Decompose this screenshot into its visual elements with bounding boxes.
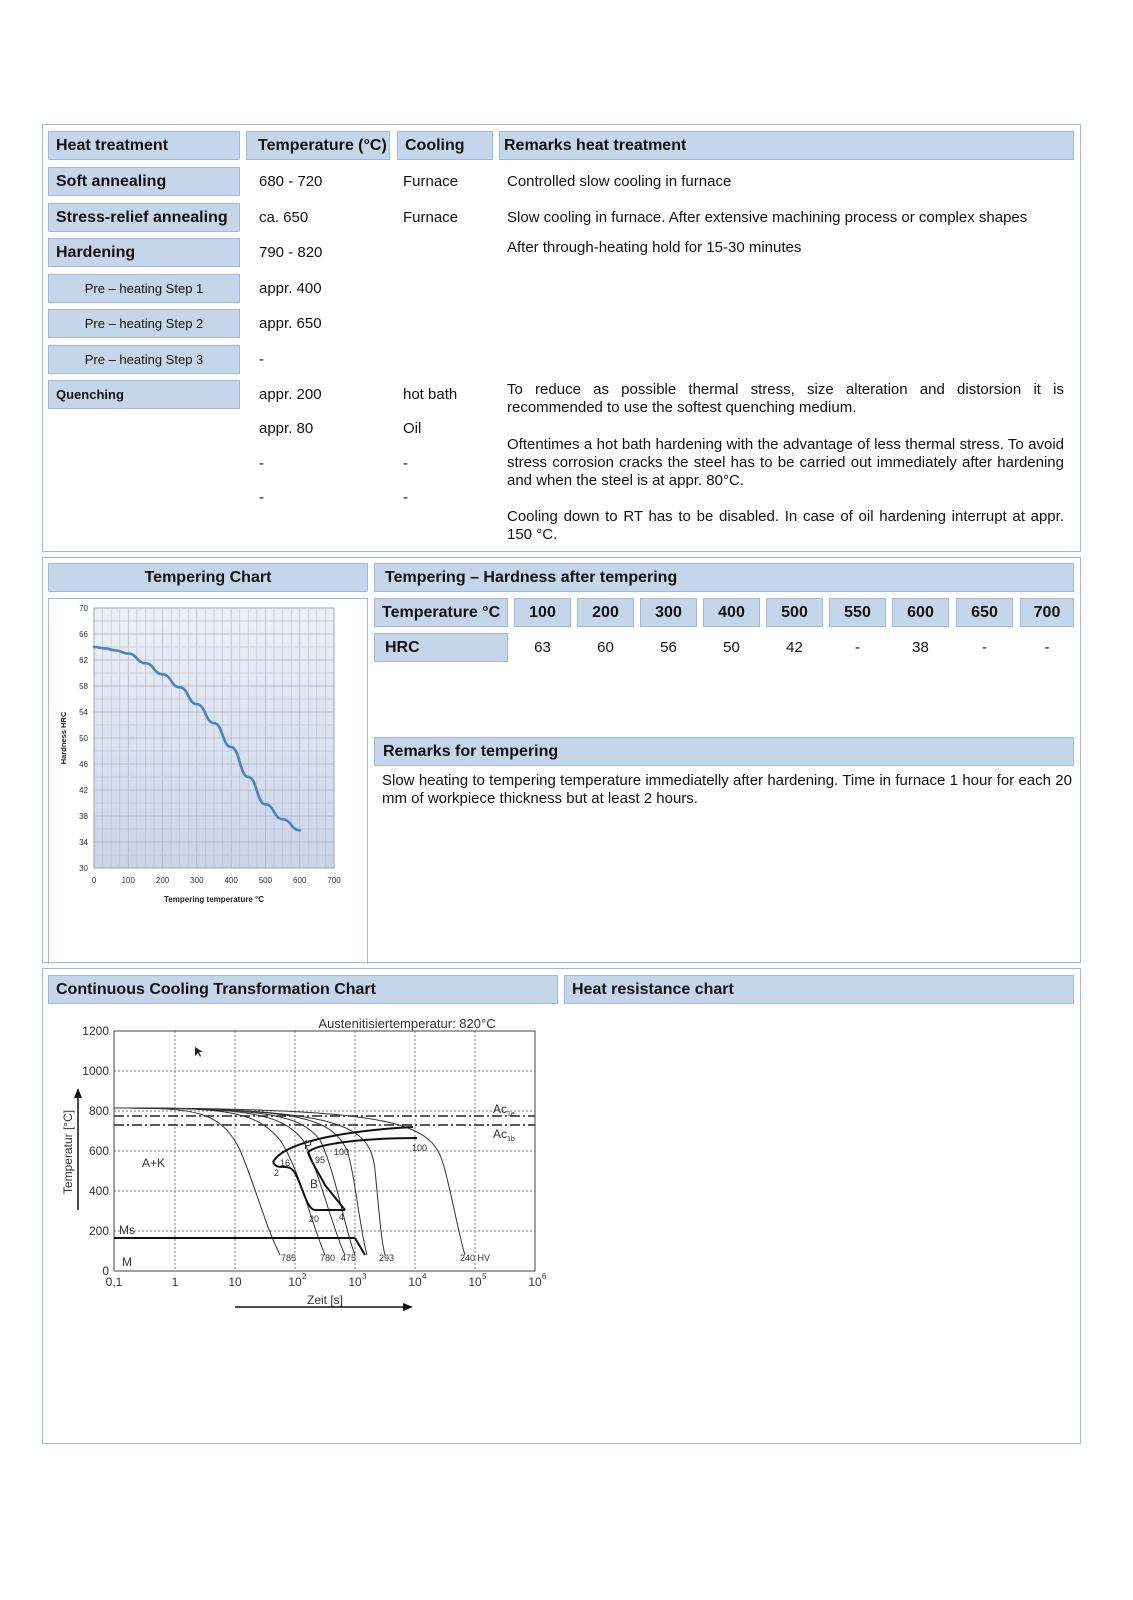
y-tick-label: 66 bbox=[79, 630, 88, 639]
temp-quenching: appr. 200 bbox=[259, 386, 322, 403]
temp-header-cell: 300 bbox=[640, 598, 697, 627]
cooling-extra-2: - bbox=[403, 455, 408, 472]
temp-header-cell: 500 bbox=[766, 598, 823, 627]
header-temperature: Temperature (°C) bbox=[246, 131, 390, 160]
cct-n95: 95 bbox=[315, 1155, 326, 1165]
cct-xtick-1e3: 10 bbox=[348, 1275, 362, 1289]
cct-n20: 20 bbox=[309, 1214, 320, 1224]
cct-m-label: M bbox=[122, 1255, 132, 1269]
row-label-preheat-1: Pre – heating Step 1 bbox=[48, 274, 240, 303]
hrc-value-cell: - bbox=[855, 639, 860, 656]
temp-header-cell: 100 bbox=[514, 598, 571, 627]
y-tick-label: 70 bbox=[79, 604, 88, 613]
hrc-value-cell: 50 bbox=[723, 639, 740, 656]
row-label-preheat-2: Pre – heating Step 2 bbox=[48, 309, 240, 338]
hrc-value-cell: - bbox=[1044, 639, 1050, 656]
temp-extra-1: appr. 80 bbox=[259, 420, 314, 437]
remarks-tempering-header: Remarks for tempering bbox=[374, 737, 1074, 766]
cct-xtick-1e5: 10 bbox=[468, 1275, 482, 1289]
cct-n100b: 100 bbox=[412, 1143, 428, 1153]
cct-xtick-1e6: 10 bbox=[528, 1275, 542, 1289]
cooling-extra-3: - bbox=[403, 489, 408, 506]
x-tick-label: 200 bbox=[155, 876, 170, 885]
cct-ytick-800: 800 bbox=[88, 1104, 109, 1118]
cct-header: Continuous Cooling Transformation Chart bbox=[48, 975, 558, 1004]
cct-xtick-1e4: 10 bbox=[408, 1275, 422, 1289]
quench-remark-2: Oftentimes a hot bath hardening with the advantage of less thermal stress. To avoid stress corrosion cracks the steel has to be carried out immediately after hardening and when the steel is at appr. 80°C. bbox=[507, 436, 1064, 489]
row-label-soft-annealing: Soft annealing bbox=[48, 167, 240, 196]
cct-ms-label: Ms bbox=[119, 1223, 135, 1237]
cct-xtick-1e2: 10 bbox=[288, 1275, 302, 1289]
cct-xtick-10: 10 bbox=[228, 1275, 242, 1289]
temp-extra-3: - bbox=[259, 489, 264, 506]
temp-extra-2: - bbox=[259, 455, 264, 472]
hrc-value-cell: 56 bbox=[660, 639, 677, 656]
cct-ytick-1200: 1200 bbox=[82, 1024, 109, 1038]
cct-ylabel: Temperatur [°C] bbox=[61, 1109, 75, 1195]
remark-soft-annealing: Controlled slow cooling in furnace bbox=[507, 173, 732, 190]
cct-ytick-400: 400 bbox=[88, 1184, 109, 1198]
cct-xexp-2: 2 bbox=[302, 1272, 307, 1281]
hrc-value-cell: 63 bbox=[534, 639, 551, 656]
cct-xexp-4: 4 bbox=[422, 1272, 427, 1281]
x-tick-label: 400 bbox=[224, 876, 238, 885]
hrc-value-cell: 60 bbox=[597, 639, 614, 656]
hrc-value-cell: 42 bbox=[786, 639, 803, 656]
header-remarks: Remarks heat treatment bbox=[499, 131, 1074, 160]
x-tick-label: 100 bbox=[121, 876, 135, 885]
remark-stress-relief: Slow cooling in furnace. After extensive machining process or complex shapes bbox=[507, 209, 1028, 226]
temperature-row-label: Temperature °C bbox=[374, 598, 508, 627]
x-tick-label: 500 bbox=[258, 876, 273, 885]
header-cooling: Cooling bbox=[397, 131, 493, 160]
quench-remark-1: To reduce as possible thermal stress, size alteration and distorsion it is recommended to use the softest quenching medium. bbox=[507, 381, 1064, 416]
temp-header-cell: 200 bbox=[577, 598, 634, 627]
cct-xexp-5: 5 bbox=[482, 1272, 487, 1281]
cct-p-label: P bbox=[304, 1138, 313, 1152]
hrc-value-cell: - bbox=[982, 639, 987, 656]
row-label-quenching: Quenching bbox=[48, 380, 240, 409]
cct-n100a: 100 bbox=[334, 1147, 350, 1157]
x-axis-label: Tempering temperature °C bbox=[164, 895, 264, 904]
y-tick-label: 38 bbox=[79, 812, 88, 821]
temp-preheat-3: - bbox=[259, 351, 264, 368]
x-tick-label: 300 bbox=[190, 876, 204, 885]
remarks-tempering-text: Slow heating to tempering temperature immediatelly after hardening. Time in furnace 1 hour for each 20 mm of workpiece thickness but at least 2 hours. bbox=[382, 772, 1072, 807]
remark-hardening: After through-heating hold for 15-30 minutes bbox=[507, 239, 802, 256]
temp-header-cell: 400 bbox=[703, 598, 760, 627]
cooling-extra-1: Oil bbox=[403, 420, 422, 437]
cct-b-label: B bbox=[310, 1177, 319, 1191]
heat-resistance-header: Heat resistance chart bbox=[564, 975, 1074, 1004]
temp-header-cell: 650 bbox=[956, 598, 1013, 627]
cct-n16: 16 bbox=[280, 1158, 291, 1168]
y-tick-label: 30 bbox=[79, 864, 88, 873]
cct-hv-240: 240 HV bbox=[460, 1253, 491, 1263]
row-label-stress-relief: Stress-relief annealing bbox=[48, 203, 240, 232]
cct-xexp-6: 6 bbox=[542, 1272, 547, 1281]
y-tick-label: 62 bbox=[79, 656, 88, 665]
cct-chart bbox=[55, 1010, 555, 1315]
cct-xtick-0-1: 0,1 bbox=[105, 1275, 123, 1289]
hrc-value-cell: 38 bbox=[912, 639, 929, 656]
x-tick-label: 600 bbox=[293, 876, 307, 885]
cct-n4: 4 bbox=[339, 1212, 345, 1222]
cooling-soft-annealing: Furnace bbox=[403, 173, 459, 190]
header-heat-treatment: Heat treatment bbox=[48, 131, 240, 160]
row-label-hardening: Hardening bbox=[48, 238, 240, 267]
temp-header-cell: 700 bbox=[1020, 598, 1074, 627]
cct-xtick-1: 1 bbox=[171, 1275, 179, 1289]
hrc-row-label: HRC bbox=[374, 633, 508, 662]
y-tick-label: 58 bbox=[79, 682, 88, 691]
cct-hv-780: 780 bbox=[320, 1253, 336, 1263]
temp-header-cell: 550 bbox=[829, 598, 886, 627]
cct-hv-293: 293 bbox=[379, 1253, 395, 1263]
temp-hardening: 790 - 820 bbox=[259, 244, 323, 261]
tempering-chart-header: Tempering Chart bbox=[48, 563, 368, 592]
cct-hv-475: 475 bbox=[341, 1253, 357, 1263]
x-tick-label: 0 bbox=[91, 876, 97, 885]
y-tick-label: 34 bbox=[79, 838, 88, 847]
x-tick-label: 700 bbox=[327, 876, 341, 885]
cct-austenit-label: Austenitisiertemperatur: 820°C bbox=[318, 1016, 496, 1031]
cct-hv-785: 785 bbox=[281, 1253, 297, 1263]
y-axis-label: Hardness HRC bbox=[59, 711, 68, 765]
cct-ak-label: A+K bbox=[142, 1156, 166, 1170]
cct-ytick-200: 200 bbox=[88, 1224, 109, 1238]
cct-n2: 2 bbox=[274, 1168, 280, 1178]
y-tick-label: 42 bbox=[79, 786, 88, 795]
tempering-chart bbox=[52, 600, 364, 912]
temp-stress-relief: ca. 650 bbox=[259, 209, 309, 226]
cct-ac1e-label: $Ac_{1e}$ bbox=[493, 1102, 515, 1118]
row-label-preheat-3: Pre – heating Step 3 bbox=[48, 345, 240, 374]
hardness-header: Tempering – Hardness after tempering bbox=[374, 563, 1074, 592]
temp-preheat-1: appr. 400 bbox=[259, 280, 322, 297]
cct-xlabel: Zeit [s] bbox=[306, 1293, 344, 1307]
cct-ytick-600: 600 bbox=[88, 1144, 109, 1158]
cct-ac1b-label: $Ac_{1b}$ bbox=[493, 1127, 515, 1143]
cooling-stress-relief: Furnace bbox=[403, 209, 459, 226]
y-tick-label: 46 bbox=[79, 760, 88, 769]
temp-soft-annealing: 680 - 720 bbox=[259, 173, 323, 190]
y-tick-label: 54 bbox=[79, 708, 88, 717]
y-tick-label: 50 bbox=[79, 734, 88, 743]
temp-preheat-2: appr. 650 bbox=[259, 315, 322, 332]
temp-header-cell: 600 bbox=[892, 598, 949, 627]
cct-ytick-1000: 1000 bbox=[82, 1064, 109, 1078]
cct-ytick-0: 0 bbox=[102, 1264, 109, 1278]
cct-xexp-3: 3 bbox=[362, 1272, 367, 1281]
cooling-quenching: hot bath bbox=[403, 386, 458, 403]
quench-remark-3: Cooling down to RT has to be disabled. In case of oil hardening interrupt at appr. 150 °C. bbox=[507, 508, 1064, 543]
